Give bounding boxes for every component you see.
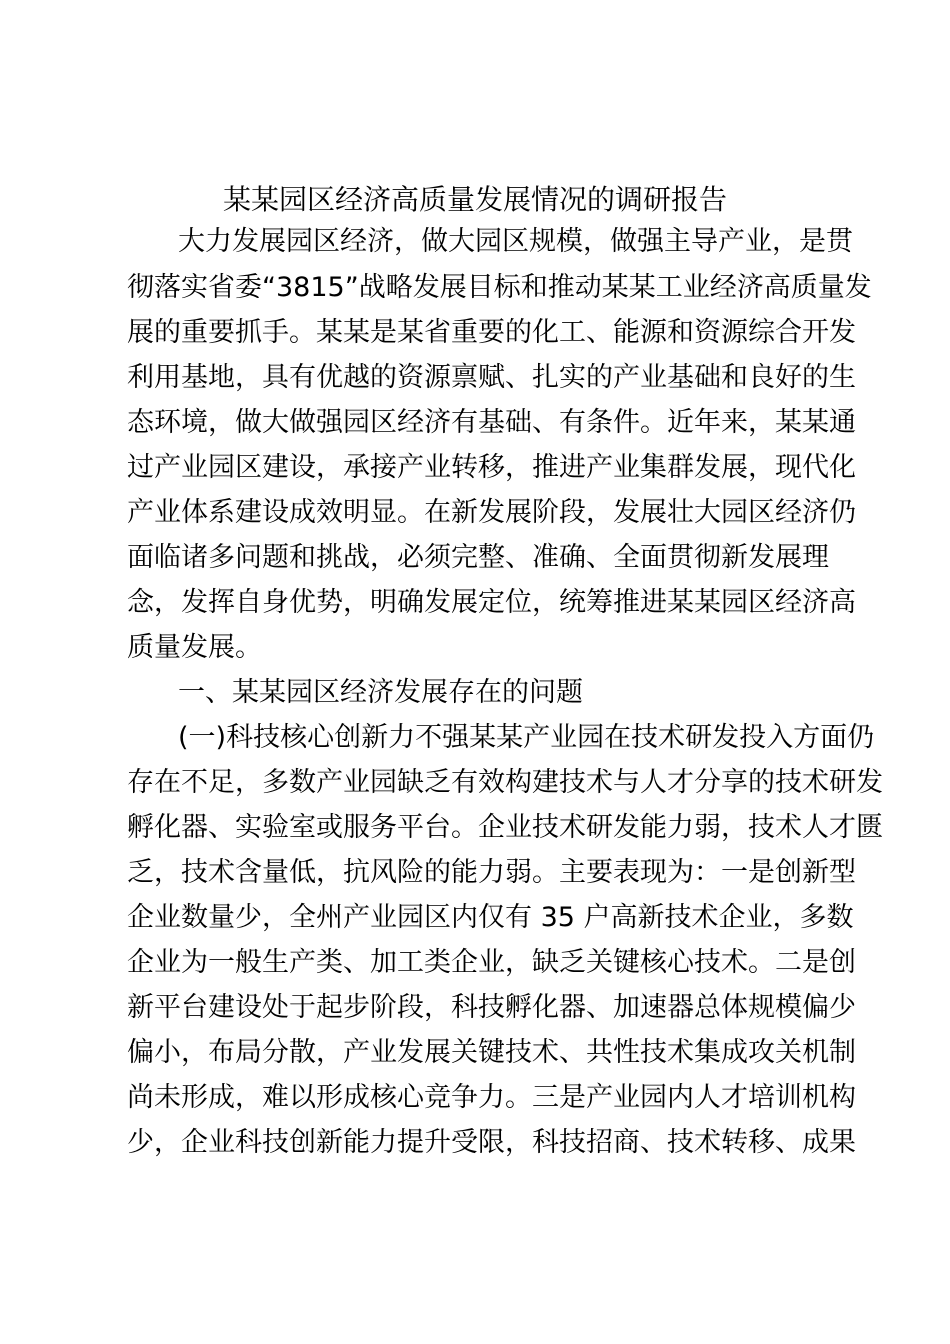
intro-line: 产业体系建设成效明显。在新发展阶段，发展壮大园区经济仍 — [127, 497, 856, 528]
section-line: 新平台建设处于起步阶段，科技孵化器、加速器总体规模偏少 — [127, 992, 856, 1023]
section-line: 存在不足，多数产业园缺乏有效构建技术与人才分享的技术研发 — [127, 767, 883, 798]
section-line: (一)科技核心创新力不强某某产业园在技术研发投入方面仍 — [178, 722, 875, 753]
intro-line: 彻落实省委“3815”战略发展目标和推动某某工业经济高质量发 — [127, 272, 872, 303]
section-line: 尚未形成，难以形成核心竞争力。三是产业园内人才培训机构 — [127, 1082, 856, 1113]
section-line: 乏，技术含量低，抗风险的能力弱。主要表现为：一是创新型 — [127, 857, 856, 888]
intro-line: 质量发展。 — [127, 632, 262, 663]
section-line: 企业数量少，全州产业园区内仅有 35 户高新技术企业，多数 — [127, 902, 854, 933]
section-line: 企业为一般生产类、加工类企业，缺乏关键核心技术。二是创 — [127, 947, 856, 978]
intro-line: 念，发挥自身优势，明确发展定位，统筹推进某某园区经济高 — [127, 587, 856, 618]
intro-line: 利用基地，具有优越的资源禀赋、扎实的产业基础和良好的生 — [127, 362, 856, 393]
section-line: 偏小，布局分散，产业发展关键技术、共性技术集成攻关机制 — [127, 1037, 856, 1068]
intro-line: 大力发展园区经济，做大园区规模，做强主导产业，是贯 — [178, 226, 853, 257]
intro-line: 态环境，做大做强园区经济有基础、有条件。近年来，某某通 — [127, 407, 856, 438]
document-title: 某某园区经济高质量发展情况的调研报告 — [222, 183, 727, 216]
section-line: 孵化器、实验室或服务平台。企业技术研发能力弱，技术人才匮 — [127, 812, 883, 843]
section-line: 少，企业科技创新能力提升受限，科技招商、技术转移、成果 — [127, 1127, 856, 1158]
intro-line: 过产业园区建设，承接产业转移，推进产业集群发展，现代化 — [127, 452, 856, 483]
intro-line: 展的重要抓手。某某是某省重要的化工、能源和资源综合开发 — [127, 317, 856, 348]
intro-line: 面临诸多问题和挑战，必须完整、准确、全面贯彻新发展理 — [127, 542, 829, 573]
section-heading: 一、某某园区经济发展存在的问题 — [178, 677, 583, 708]
